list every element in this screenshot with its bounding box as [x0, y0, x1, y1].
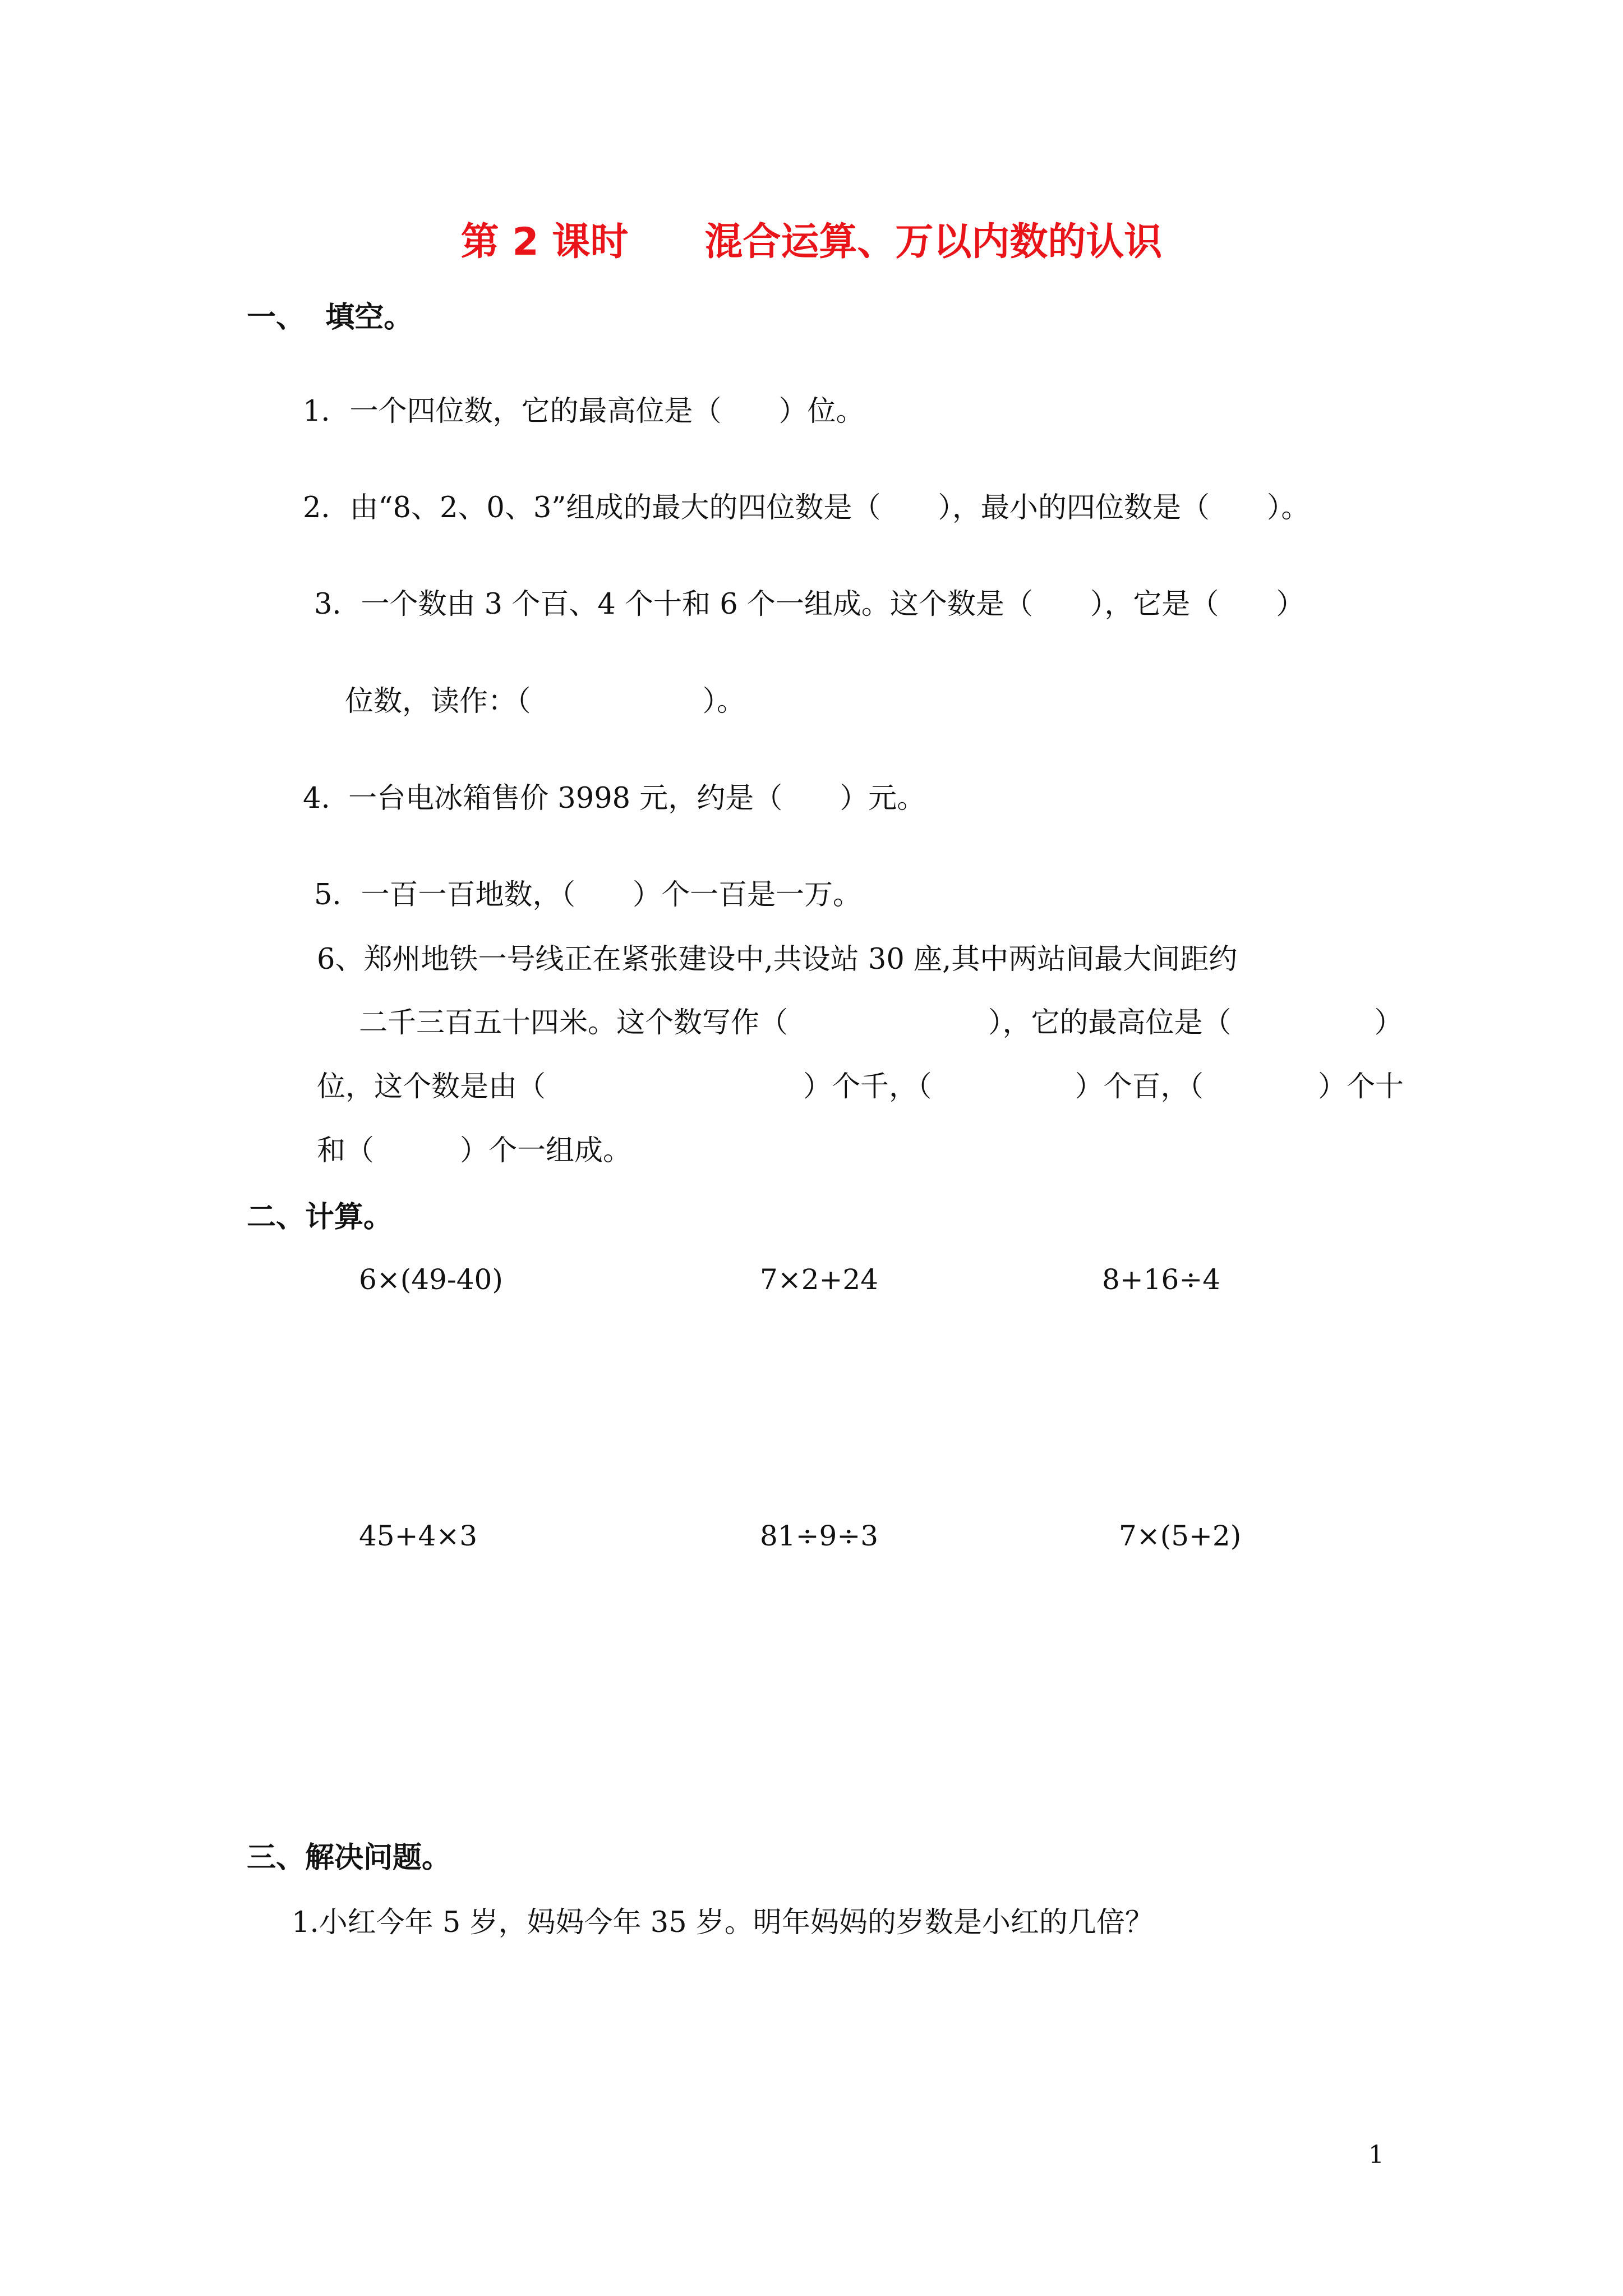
question-6-line-2: 二千三百五十四米。这个数写作（ ），它的最高位是（ ） — [359, 1006, 1403, 1039]
calc-expression: 7×2+24 — [760, 1263, 879, 1296]
calc-expression: 7×(5+2) — [1119, 1520, 1242, 1552]
question-6: 6、郑州地铁一号线正在紧张建设中,共设站 30 座,其中两站间最大间距约 — [317, 943, 1238, 976]
section-heading-calculation: 二、计算。 — [247, 1200, 393, 1234]
page-title: 第 2 课时 混合运算、万以内数的认识 — [460, 220, 1163, 264]
calc-expression: 81÷9÷3 — [760, 1520, 879, 1552]
question-3: 3．一个数由 3 个百、4 个十和 6 个一组成。这个数是（ ），它是（ ） — [314, 588, 1305, 621]
question-6-line-3: 位，这个数是由（ ）个千，（ ）个百，（ ）个十 — [317, 1070, 1404, 1103]
question-2: 2．由“8、2、0、3”组成的最大的四位数是（ ），最小的四位数是（ ）。 — [303, 491, 1310, 524]
question-1: 1．一个四位数，它的最高位是（ ）位。 — [303, 395, 865, 428]
calc-expression: 6×(49-40) — [359, 1263, 503, 1296]
section-heading-fill-in: 一、 填空。 — [247, 301, 413, 334]
calc-expression: 45+4×3 — [359, 1520, 478, 1552]
question-4: 4. 一台电冰箱售价 3998 元，约是（ ）元。 — [303, 782, 926, 815]
question-6-line-4: 和（ ）个一组成。 — [317, 1134, 632, 1167]
page-number: 1 — [1368, 2141, 1384, 2169]
calc-expression: 8+16÷4 — [1102, 1263, 1221, 1296]
question-3-continued: 位数，读作：（ ）。 — [345, 685, 746, 718]
section-heading-problem-solving: 三、解决问题。 — [247, 1841, 451, 1875]
problem-1: 1.小红今年 5 岁，妈妈今年 35 岁。明年妈妈的岁数是小红的几倍？ — [292, 1906, 1154, 1939]
question-5: 5．一百一百地数，（ ）个一百是一万。 — [314, 878, 861, 912]
